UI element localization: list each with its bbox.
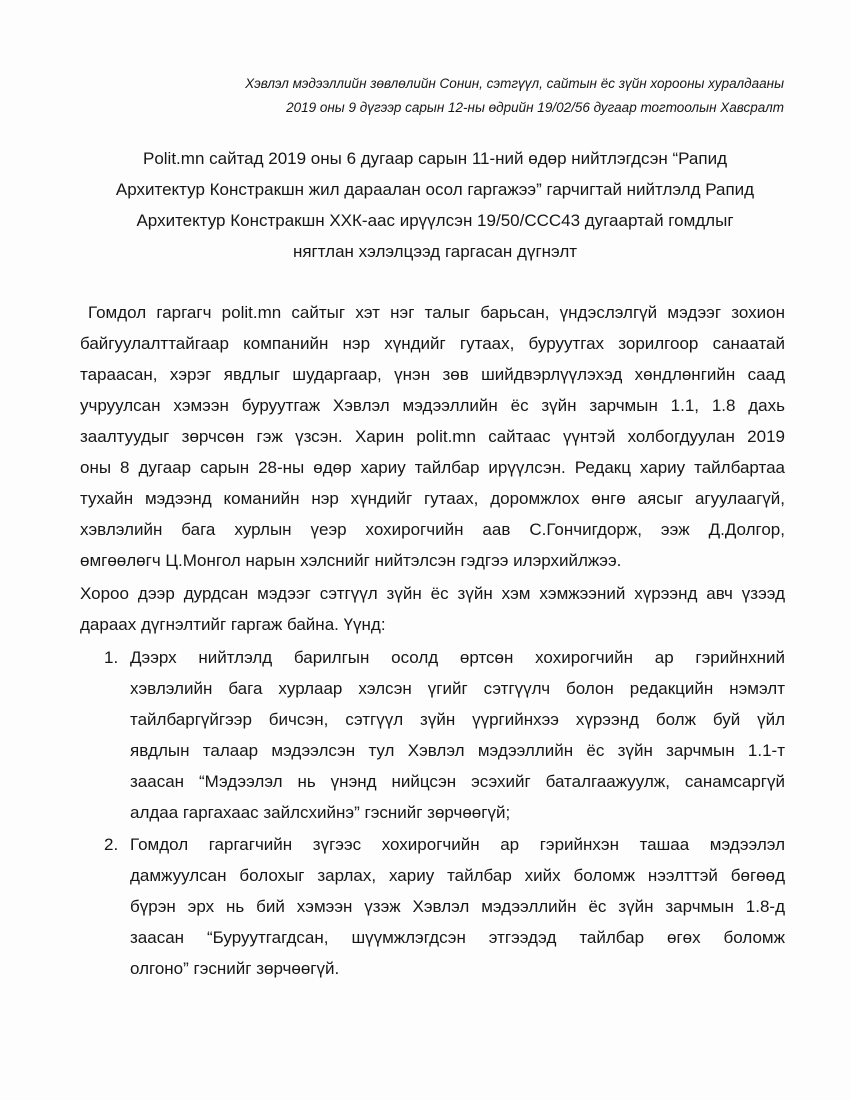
list-item-line: дамжуулсан болохыг зарлах, хариу тайлбар хийх боломж нээлттэй бөгөөд	[130, 866, 785, 885]
list-item-line: явдлын талаар мэдээлсэн тул Хэвлэл мэдээллийн ёс зүйн зарчмын 1.1-т	[130, 741, 785, 760]
title-line: Архитектур Констракшн жил дараалан осол гаргажээ” гарчигтай нийтлэлд Рапид	[115, 180, 755, 199]
paragraph-line: хэвлэлийн бага хурлын үеэр хохирогчийн аав С.Гончигдорж, ээж Д.Долгор,	[80, 520, 785, 539]
list-item-line: алдаа гаргахаас зайлсхийнэ” гэснийг зөрчөөгүй;	[130, 803, 511, 822]
paragraph-line: дараах дүгнэлтийг гаргаж байна. Үүнд:	[80, 615, 386, 634]
conclusion-item-2	[104, 829, 785, 984]
paragraph-complaint-summary	[80, 297, 785, 576]
title-line: нягтлан хэлэлцээд гаргасан дүгнэлт	[292, 242, 578, 261]
paragraph-line: тухайн мэдээнд команийн нэр хүндийг гутаах, доромжлох өнгө аясыг агуулаагүй,	[80, 489, 785, 508]
document-title	[80, 143, 790, 267]
conclusion-item-1	[104, 642, 785, 828]
paragraph-line: байгуулалттайгаар компанийн нэр хүндийг гутаах, буруутгах зорилгоор санаатай	[80, 334, 785, 353]
paragraph-line: Гомдол гаргагч polit.mn сайтыг хэт нэг талыг барьсан, үндэслэлгүй мэдээг зохион	[88, 303, 785, 322]
list-item-line: хэвлэлийн бага хурлаар хэлсэн үгийг сэтгүүлч болон редакцийн нэмэлт	[130, 679, 785, 698]
appendix-header	[184, 72, 784, 120]
paragraph-line: Хороо дээр дурдсан мэдээг сэтгүүл зүйн ёс зүйн хэм хэмжээний хүрээнд авч үзээд	[80, 584, 785, 603]
header-line: Хэвлэл мэдээллийн зөвлөлийн Сонин, сэтгүүл, сайтын ёс зүйн хорооны хуралдааны	[245, 76, 784, 91]
list-item-line: заасан “Буруутгагдсан, шүүмжлэгдсэн этгээдэд тайлбар өгөх боломж	[130, 928, 785, 947]
list-item-line: Гомдол гаргагчийн зүгээс хохирогчийн ар гэрийнхэн ташаа мэдээлэл	[130, 835, 785, 854]
paragraph-line: заалтуудыг зөрчсөн гэж үзсэн. Харин polit.mn сайтаас үүнтэй холбогдуулан 2019	[80, 427, 785, 446]
list-item-line: тайлбаргүйгээр бичсэн, сэтгүүл зүйн үүргийнхээ хүрээнд болж буй үйл	[130, 710, 785, 729]
paragraph-line: учруулсан хэмээн буруутгаж Хэвлэл мэдээллийн ёс зүйн зарчмын 1.1, 1.8 дахь	[80, 396, 785, 415]
paragraph-line: өмгөөлөгч Ц.Монгол нарын хэлснийг нийтэлсэн гэдгээ илэрхийлжээ.	[80, 551, 622, 570]
paragraph-line: оны 8 дугаар сарын 28-ны өдөр хариу тайлбар ирүүлсэн. Редакц хариу тайлбартаа	[80, 458, 785, 477]
list-item-line: олгоно” гэснийг зөрчөөгүй.	[130, 959, 340, 978]
list-number: 1.	[104, 648, 119, 667]
header-line: 2019 оны 9 дүгээр сарын 12-ны өдрийн 19/02/56 дугаар тогтоолын Хавсралт	[286, 100, 784, 115]
paragraph-line: тараасан, хэрэг явдлыг шударгаар, үнэн зөв шийдвэрлүүлэхэд хөндлөнгийн саад	[80, 365, 785, 384]
title-line: Архитектур Констракшн ХХК-аас ирүүлсэн 19/50/ССС43 дугаартай гомдлыг	[136, 211, 734, 230]
list-item-line: заасан “Мэдээлэл нь үнэнд нийцсэн эсэхийг баталгаажуулж, санамсаргүй	[130, 772, 785, 791]
list-item-line: Дээрх нийтлэлд барилгын осолд өртсөн хохирогчийн ар гэрийнхний	[130, 648, 785, 667]
title-line: Polit.mn сайтад 2019 оны 6 дугаар сарын 11-ний өдөр нийтлэгдсэн “Рапид	[142, 149, 727, 168]
list-item-line: бүрэн эрх нь бий хэмээн үзэж Хэвлэл мэдээллийн ёс зүйн зарчмын 1.8-д	[130, 897, 785, 916]
list-number: 2.	[104, 835, 119, 854]
paragraph-committee-intro	[80, 578, 785, 640]
